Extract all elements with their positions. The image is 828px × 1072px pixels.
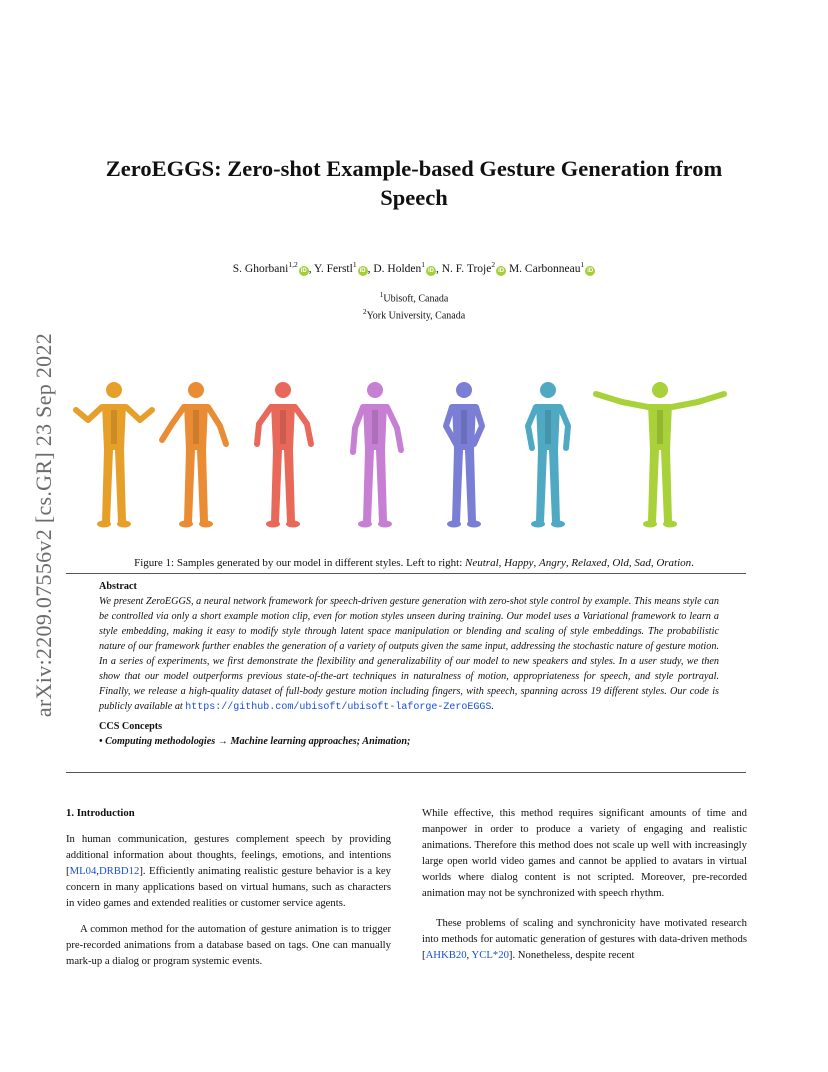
author-name: D. Holden	[373, 262, 422, 275]
author-affil-sup: 1	[421, 260, 425, 269]
figure-neutral-character	[76, 382, 152, 528]
character-left-arm	[353, 407, 363, 452]
character-left-foot	[447, 521, 461, 528]
character-shading	[461, 410, 467, 444]
character-right-foot	[467, 521, 481, 528]
character-left-foot	[179, 521, 193, 528]
character-right-foot	[663, 521, 677, 528]
character-right-leg	[197, 450, 208, 522]
character-left-leg	[363, 450, 374, 522]
character-left-arm	[528, 407, 536, 448]
figure-1-gesture-samples	[70, 372, 758, 534]
character-left-foot	[643, 521, 657, 528]
character-right-leg	[661, 450, 672, 522]
citation-link[interactable]: AHKB20	[425, 949, 467, 961]
section-heading: 1. Introduction	[66, 807, 135, 819]
character-right-foot	[286, 521, 300, 528]
character-left-leg	[102, 450, 113, 522]
character-shading	[193, 410, 199, 444]
citation-link[interactable]: DRBD12	[98, 865, 140, 877]
character-right-leg	[376, 450, 387, 522]
author-name: N. F. Troje	[441, 262, 492, 275]
paragraph: These problems of scaling and synchronicity have motivated research into methods for automatic generation of gestures with data-driven methods [AHKB20, YCL*20]. Nonetheless, despite recent	[422, 917, 747, 961]
character-left-leg	[452, 450, 463, 522]
character-left-arm	[76, 407, 102, 420]
orcid-icon[interactable]: iD	[428, 267, 434, 274]
author-affil-sup: 2	[491, 260, 496, 269]
figure-sad-character	[528, 382, 568, 528]
character-left-leg	[648, 450, 659, 522]
character-right-foot	[378, 521, 392, 528]
character-head	[652, 382, 668, 398]
character-right-arm	[295, 407, 311, 444]
author-list: S. Ghorbani$^{1,2}$iD , Y. Ferstl$^1$iD , D. Holden$^1$iD , N. F. Troje$^2$iD M. Carbonneau$^1$iD	[232, 260, 594, 275]
figure-image	[70, 372, 758, 534]
style-label: Neutral	[465, 557, 499, 569]
orcid-icon[interactable]: iD	[300, 267, 307, 274]
character-right-foot	[199, 521, 213, 528]
abstract-heading: Abstract	[99, 581, 137, 592]
divider	[66, 573, 746, 574]
citation-link[interactable]: YCL*20	[471, 949, 509, 961]
affiliations	[80, 288, 748, 323]
figure-oration-character	[596, 382, 724, 528]
character-left-arm	[257, 407, 271, 444]
ccs-item: • Computing methodologies → Machine learning approaches; Animation;	[99, 736, 411, 747]
arxiv-identifier: arXiv:2209.07556v2 [cs.GR] 23 Sep 2022	[31, 332, 56, 718]
arxiv-sidebar	[24, 290, 64, 760]
orcid-icon[interactable]: iD	[587, 267, 594, 274]
character-shading	[111, 410, 117, 444]
character-left-arm	[596, 394, 648, 407]
ccs-concepts	[99, 719, 719, 749]
character-right-foot	[551, 521, 565, 528]
author-name: M. Carbonneau	[508, 262, 581, 275]
character-head	[188, 382, 204, 398]
orcid-icon[interactable]: iD	[359, 267, 366, 274]
character-head	[367, 382, 383, 398]
figure-caption: Figure 1: Samples generated by our model in different styles. Left to right: Neutral, Happy, Angry, Relaxed, Old, Sad, Oration.	[134, 557, 694, 569]
figure-relaxed-character	[353, 382, 401, 528]
figure-happy-character	[162, 382, 226, 528]
author-affil-sup: 1	[580, 260, 585, 269]
style-label: Angry	[538, 557, 566, 569]
character-right-arm	[208, 407, 226, 444]
divider	[66, 772, 746, 773]
abstract-text: We present ZeroEGGS, a neural network framework for speech-driven gesture generation with zero-shot style control by example. This means style can be controlled via only a short example motion clip, even for motion styles unseen during training. Our model uses a Variational framework to learn a style embedding, making it easy to modify style through latent space manipulation or blending and scaling of style embeddings. The probabilistic nature of our framework further enables the generation of a variety of outputs given the same input, addressing the stochastic nature of gesture motion. In a series of experiments, we first demonstrate the flexibility and generalizability of our model to new speakers and styles. In a user study, we then show that our model outperforms previous state-of-the-art techniques in naturalness of motion, appropriateness for speech, and style portrayal. Finally, we release a high-quality dataset of full-body gesture motion including fingers, with speech, spanning across 19 different styles. Our code is publicly available at https://github.com/ubisoft/ubisoft-laforge-ZeroEGGS.	[99, 596, 719, 713]
character-left-leg	[536, 450, 547, 522]
author-name: Y. Ferstl	[314, 262, 353, 275]
affiliation-line: $^2$York University, Canada	[362, 307, 466, 322]
affiliation-line: $^1$Ubisoft, Canada	[379, 290, 449, 305]
character-shading	[545, 410, 551, 444]
character-shading	[372, 410, 378, 444]
character-right-leg	[284, 450, 295, 522]
character-right-leg	[115, 450, 126, 522]
character-head	[456, 382, 472, 398]
code-link[interactable]: https://github.com/ubisoft/ubisoft-laforge-ZeroEGGS	[185, 702, 492, 713]
paragraph: In human communication, gestures complement speech by providing additional information about thoughts, feelings, emotions, and intentions [ML04,DRBD12]. Efficiently animating realistic gesture behavior is a key concern in many applications based on virtual humans, such as characters in video games and extended realities or customer service agents.	[66, 833, 391, 909]
style-label: Sad	[634, 557, 651, 569]
character-right-arm	[672, 394, 724, 407]
style-label: Relaxed	[571, 557, 607, 569]
style-label: Old	[612, 557, 629, 569]
character-right-foot	[117, 521, 131, 528]
character-right-arm	[387, 407, 401, 450]
ccs-heading: CCS Concepts	[99, 721, 163, 732]
right-column	[422, 805, 747, 973]
figure-old-character	[446, 382, 482, 528]
paragraph: A common method for the automation of gesture animation is to trigger pre-recorded animations from a database based on tags. One can manually mark-up a dialog or program systemic events.	[66, 923, 391, 967]
paragraph: While effective, this method requires significant amounts of time and manpower in order to produce a variety of engaging and realistic animations. Therefore this method does not scale up well with increasingly large open world video games and cannot be applied to avatars in virtual worlds where dialog content is not scripted. Moreover, pre-recorded animation may not be synchronized with speech rhythm.	[422, 807, 747, 899]
citation-link[interactable]: ML04	[69, 865, 97, 877]
character-left-foot	[266, 521, 280, 528]
character-left-foot	[531, 521, 545, 528]
character-left-arm	[162, 407, 184, 440]
character-left-leg	[271, 450, 282, 522]
author-name: S. Ghorbani	[232, 262, 289, 275]
character-right-arm	[474, 407, 482, 444]
character-head	[106, 382, 122, 398]
left-column	[66, 805, 391, 979]
author-affil-sup: 1,2	[288, 260, 298, 269]
style-label: Oration	[656, 557, 692, 569]
orcid-icon[interactable]: iD	[498, 267, 505, 274]
character-left-foot	[358, 521, 372, 528]
character-head	[275, 382, 291, 398]
character-head	[540, 382, 556, 398]
character-shading	[657, 410, 663, 444]
figure-angry-character	[257, 382, 311, 528]
author-affil-sup: 1	[352, 260, 357, 269]
paper-title: ZeroEGGS: Zero-shot Example-based Gesture Generation from Speech	[105, 156, 723, 210]
character-left-leg	[184, 450, 195, 522]
character-right-leg	[549, 450, 560, 522]
character-shading	[280, 410, 286, 444]
style-label: Happy	[504, 557, 534, 569]
character-right-leg	[465, 450, 476, 522]
character-left-foot	[97, 521, 111, 528]
character-right-arm	[126, 407, 152, 420]
abstract-block	[99, 579, 719, 749]
character-right-arm	[560, 407, 568, 448]
